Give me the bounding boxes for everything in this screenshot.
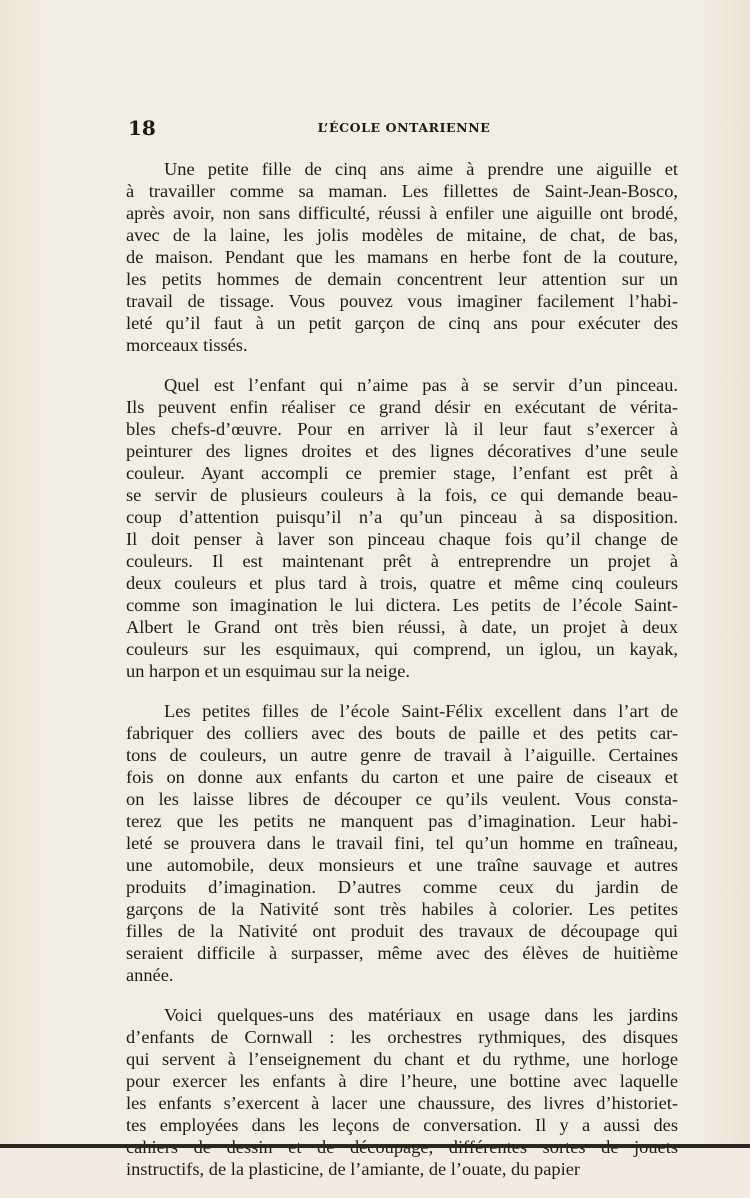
text-line: d’enfants de Cornwall : les orchestres rythmiques, des disques bbox=[126, 1027, 678, 1047]
paragraph bbox=[126, 158, 678, 356]
text-line: produits d’imagination. D’autres comme ceux du jardin de bbox=[126, 877, 678, 897]
text-line: une automobile, deux monsieurs et une traîne sauvage et autres bbox=[126, 855, 678, 875]
body-text bbox=[126, 158, 678, 1198]
paragraph bbox=[126, 374, 678, 682]
text-line: se servir de plusieurs couleurs à la fois, ce qui demande beau- bbox=[126, 485, 678, 505]
text-line: fabriquer des colliers avec des bouts de paille et des petits car- bbox=[126, 723, 678, 743]
text-line: un harpon et un esquimau sur la neige. bbox=[126, 661, 410, 681]
text-line: Il doit penser à laver son pinceau chaque fois qu’il change de bbox=[126, 529, 678, 549]
text-line: pour exercer les enfants à dire l’heure, une bottine avec laquelle bbox=[126, 1071, 678, 1091]
text-line: couleur. Ayant accompli ce premier stage, l’enfant est prêt à bbox=[126, 463, 678, 483]
text-line: comme son imagination le lui dictera. Les petits de l’école Saint- bbox=[126, 595, 678, 615]
text-line: qui servent à l’enseignement du chant et du rythme, une horloge bbox=[126, 1049, 678, 1069]
text-line: Albert le Grand ont très bien réussi, à date, un projet à deux bbox=[126, 617, 678, 637]
text-line: coup d’attention puisqu’il n’a qu’un pinceau à sa disposition. bbox=[126, 507, 678, 527]
text-line: morceaux tissés. bbox=[126, 335, 248, 355]
text-line: seraient difficile à surpasser, même avec des élèves de huitième bbox=[126, 943, 678, 963]
text-line: de maison. Pendant que les mamans en herbe font de la couture, bbox=[126, 247, 678, 267]
running-title: L’ÉCOLE ONTARIENNE bbox=[317, 120, 491, 135]
page-bottom-edge bbox=[0, 1144, 750, 1148]
text-line: Voici quelques-uns des matériaux en usage dans les jardins bbox=[164, 1005, 678, 1025]
text-line: terez que les petits ne manquent pas d’imagination. Leur habi- bbox=[126, 811, 678, 831]
text-line: garçons de la Nativité sont très habiles à colorier. Les petites bbox=[126, 899, 678, 919]
text-line: leté qu’il faut à un petit garçon de cinq ans pour exécuter des bbox=[126, 313, 678, 333]
text-line: tes employées dans les leçons de conversation. Il y a aussi des bbox=[126, 1115, 678, 1135]
text-line: peinturer des lignes droites et des lignes décoratives d’une seule bbox=[126, 441, 678, 461]
text-line: couleurs sur les esquimaux, qui comprend, un iglou, un kayak, bbox=[126, 639, 678, 659]
paragraph bbox=[126, 700, 678, 986]
text-line: fois on donne aux enfants du carton et une paire de ciseaux et bbox=[126, 767, 678, 787]
text-line: instructifs, de la plasticine, de l’amiante, de l’ouate, du papier bbox=[126, 1159, 580, 1179]
text-line: Une petite fille de cinq ans aime à prendre une aiguille et bbox=[164, 159, 678, 179]
text-line: on les laisse libres de découper ce qu’ils veulent. Vous consta- bbox=[126, 789, 678, 809]
text-line: à travailler comme sa maman. Les fillettes de Saint-Jean-Bosco, bbox=[126, 181, 678, 201]
text-line: filles de la Nativité ont produit des travaux de découpage qui bbox=[126, 921, 678, 941]
page-number: 18 bbox=[128, 116, 156, 140]
text-line: bles chefs-d’œuvre. Pour en arriver là il leur faut s’exercer à bbox=[126, 419, 678, 439]
text-line: leté se prouvera dans le travail fini, tel qu’un homme en traîneau, bbox=[126, 833, 678, 853]
text-line: année. bbox=[126, 965, 174, 985]
text-line: après avoir, non sans difficulté, réussi à enfiler une aiguille ont brodé, bbox=[126, 203, 678, 223]
text-line: Les petites filles de l’école Saint-Félix excellent dans l’art de bbox=[164, 701, 678, 721]
text-line: Ils peuvent enfin réaliser ce grand désir en exécutant de vérita- bbox=[126, 397, 678, 417]
text-line: Quel est l’enfant qui n’aime pas à se servir d’un pinceau. bbox=[164, 375, 678, 395]
text-line: travail de tissage. Vous pouvez vous imaginer facilement l’habi- bbox=[126, 291, 678, 311]
text-line: deux couleurs et plus tard à trois, quatre et même cinq couleurs bbox=[126, 573, 678, 593]
text-line: avec de la laine, les jolis modèles de mitaine, de chat, de bas, bbox=[126, 225, 678, 245]
text-line: les enfants s’exercent à lacer une chaussure, des livres d’historiet- bbox=[126, 1093, 678, 1113]
text-line: les petits hommes de demain concentrent leur attention sur un bbox=[126, 269, 678, 289]
text-line: couleurs. Il est maintenant prêt à entreprendre un projet à bbox=[126, 551, 678, 571]
text-line: tons de couleurs, un autre genre de travail à l’aiguille. Certaines bbox=[126, 745, 678, 765]
paragraph bbox=[126, 1004, 678, 1180]
page-header bbox=[128, 116, 680, 142]
